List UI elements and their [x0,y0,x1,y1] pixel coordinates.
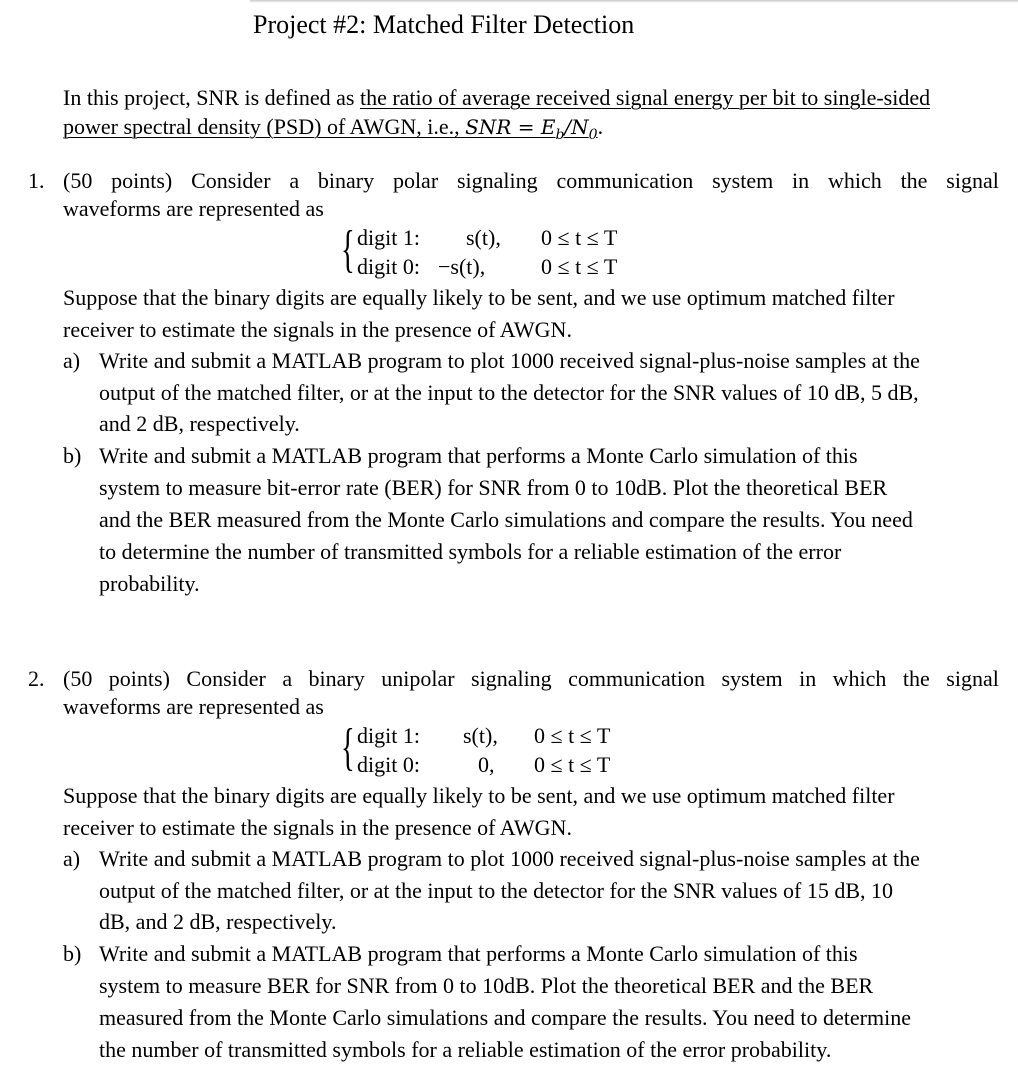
problem-1-cases-brace: { [341,221,355,278]
problem-1-case-2-range: 0 ≤ t ≤ T [541,254,618,279]
problem-1-part-b-line: system to measure bit-error rate (BER) for SNR from 0 to 10dB. Plot the theoretical BER [99,475,888,500]
problem-1-line-1-word: signaling [456,168,538,193]
problem-1-line-1-word: the [900,168,928,193]
problem-2-case-2-range: 0 ≤ t ≤ T [534,752,611,777]
snr-formula: SNR = $E_b/N_0$ [465,115,598,143]
problem-1-part-b-line: to determine the number of transmitted symbols for a reliable estimation of the error [99,539,842,564]
problem-1-suppose-line-2: receiver to estimate the signals in the presence of AWGN. [63,317,572,342]
problem-1-line-1-word: system [712,168,774,193]
problem-1-line-1-word: (50 [63,168,93,193]
problem-1-line-1-word: points) [111,168,173,193]
problem-1-case-1 [357,224,420,252]
problem-1-line-1-word: binary [317,168,375,193]
problem-2-part-b-line: Write and submit a MATLAB program that performs a Monte Carlo simulation of this [99,941,858,966]
problem-1-line-1-word: in [792,168,810,193]
problem-1-part-b-line: probability. [99,571,200,596]
problem-1-number: 1. [28,168,45,193]
problem-2-line-1 [63,666,999,692]
problem-2-case-1-range: 0 ≤ t ≤ T [534,723,611,748]
intro-line-1 [63,85,930,111]
problem-2-part-a-line: dB, and 2 dB, respectively. [99,909,337,934]
problem-2-line-1-word: which [832,666,887,691]
problem-2-line-2: waveforms are represented as [63,694,324,719]
problem-1-case-2 [357,253,420,281]
problem-1-line-1-word: polar [392,168,439,193]
case-label: digit 1: [357,723,420,748]
problem-1-line-1-word: a [289,168,300,193]
problem-2-part-b-line: measured from the Monte Carlo simulations and compare the results. You need to determine [99,1005,911,1030]
problem-1-case-1-range: 0 ≤ t ≤ T [541,225,618,250]
intro-period: . [597,114,604,139]
problem-2-cases-brace: { [341,719,355,776]
problem-2-case-2-signal: 0, [478,752,495,777]
problem-2-line-1-word: the [902,666,930,691]
problem-2-part-b-label: b) [63,941,82,966]
problem-2-line-1-word: signaling [471,666,552,691]
problem-1-case-1-signal: s(t), [466,225,501,250]
problem-1-part-b-line: Write and submit a MATLAB program that performs a Monte Carlo simulation of this [99,443,858,468]
problem-2-suppose-line-2: receiver to estimate the signals in the presence of AWGN. [63,815,572,840]
problem-2-part-a-line: output of the matched filter, or at the input to the detector for the SNR values of 15 dB, 10 [99,878,893,903]
problem-2-line-1-word: binary [308,666,365,691]
problem-2-suppose-line-1: Suppose that the binary digits are equally likely to be sent, and we use optimum matched filter [63,783,895,808]
problem-1-part-a-label: a) [63,348,81,373]
problem-1-part-b-line: and the BER measured from the Monte Carlo simulations and compare the results. You need [99,507,913,532]
problem-1-part-a-line: and 2 dB, respectively. [99,411,300,436]
case-label: digit 0: [357,254,420,279]
problem-2-part-a-label: a) [63,846,81,871]
problem-1-part-b-label: b) [63,443,82,468]
problem-1-line-1 [63,168,999,194]
problem-2-line-1-word: signal [946,666,999,691]
problem-2-part-b-line: the number of transmitted symbols for a reliable estimation of the error probability. [99,1037,832,1062]
problem-2-line-1-word: Consider [186,666,266,691]
problem-2-case-1-signal: s(t), [463,723,498,748]
problem-2-part-b-line: system to measure BER for SNR from 0 to 10dB. Plot the theoretical BER and the BER [99,973,874,998]
problem-1-line-2: waveforms are represented as [63,196,324,221]
problem-1-line-1-word: which [827,168,882,193]
intro-definition-continued: power spectral density (PSD) of AWGN, i.e., [63,114,466,139]
problem-1-part-a-line: output of the matched filter, or at the input to the detector for the SNR values of 10 dB, 5 dB, [99,380,919,405]
problem-1-part-a-line: Write and submit a MATLAB program to plot 1000 received signal-plus-noise samples at the [99,348,920,373]
problem-2-line-1-word: communication [568,666,706,691]
intro-prefix: In this project, SNR is defined as [63,85,360,110]
case-label: digit 1: [357,225,420,250]
problem-2-line-1-word: unipolar [381,666,455,691]
problem-2-number: 2. [28,666,45,691]
page-top-rule [250,0,1018,3]
problem-2-line-1-word: (50 [63,666,93,691]
problem-1-line-1-word: communication [556,168,694,193]
problem-2-line-1-word: points) [108,666,170,691]
page-title: Project #2: Matched Filter Detection [253,10,635,39]
problem-2-case-1 [357,722,420,750]
intro-definition-underlined: the ratio of average received signal energy per bit to single-sided [359,85,931,110]
case-label: digit 0: [357,752,420,777]
problem-2-part-a-line: Write and submit a MATLAB program to plot 1000 received signal-plus-noise samples at the [99,846,920,871]
problem-1-case-2-signal: −s(t), [438,254,486,279]
problem-1-suppose-line-1: Suppose that the binary digits are equally likely to be sent, and we use optimum matched filter [63,285,895,310]
problem-1-line-1-word: signal [946,168,999,193]
problem-2-line-1-word: a [282,666,293,691]
problem-2-line-1-word: system [721,666,783,691]
problem-2-line-1-word: in [799,666,817,691]
problem-1-line-1-word: Consider [191,168,271,193]
problem-2-case-2 [357,751,420,779]
intro-line-2 [63,114,603,148]
